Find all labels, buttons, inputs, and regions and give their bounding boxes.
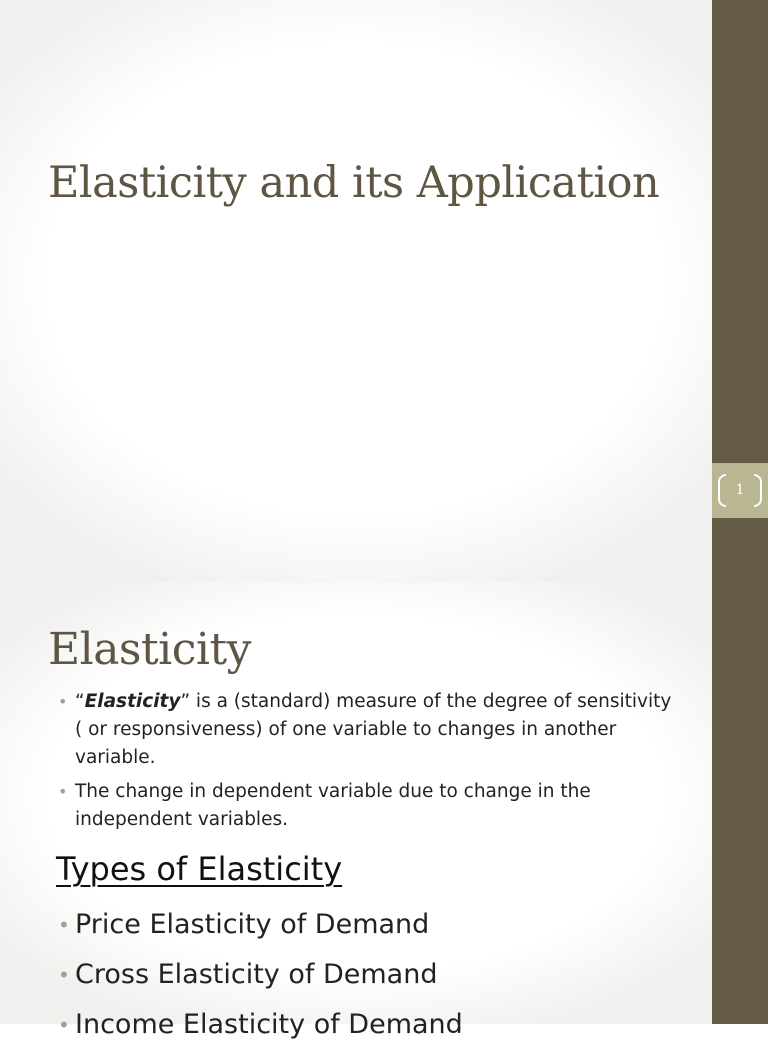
bullet-item xyxy=(58,688,678,772)
bullet-icon: • xyxy=(58,782,68,801)
bullet-text: The change in dependent variable due to change in the independent variables. xyxy=(75,781,591,830)
open-quote: “ xyxy=(75,691,85,712)
types-item-label: Price Elasticity of Demand xyxy=(75,909,430,940)
bullet-icon: • xyxy=(58,692,68,711)
types-heading: Types of Elasticity xyxy=(56,850,343,888)
bullet-icon: • xyxy=(58,1013,70,1037)
types-list xyxy=(58,907,678,1057)
bullet-icon: • xyxy=(58,963,70,987)
bracket-icon xyxy=(718,474,762,507)
slide-2 xyxy=(0,582,712,1040)
types-item xyxy=(58,957,678,993)
page-number: 1 xyxy=(735,482,745,498)
elasticity-term: Elasticity xyxy=(84,691,181,712)
page-number-badge xyxy=(712,463,768,518)
types-item-label: Income Elasticity of Demand xyxy=(75,1009,463,1040)
bullet-text: ” is a (standard) measure of the degree of sensitivity ( or responsiveness) of one variable to changes in another variable. xyxy=(75,691,672,768)
bullet-item xyxy=(58,778,678,834)
slide-title: Elasticity xyxy=(48,624,252,675)
bullet-list xyxy=(58,688,678,840)
types-item-label: Cross Elasticity of Demand xyxy=(75,959,438,990)
bullet-icon: • xyxy=(58,913,70,937)
types-item xyxy=(58,907,678,943)
slide-title: Elasticity and its Application xyxy=(48,158,660,208)
types-item xyxy=(58,1007,678,1043)
